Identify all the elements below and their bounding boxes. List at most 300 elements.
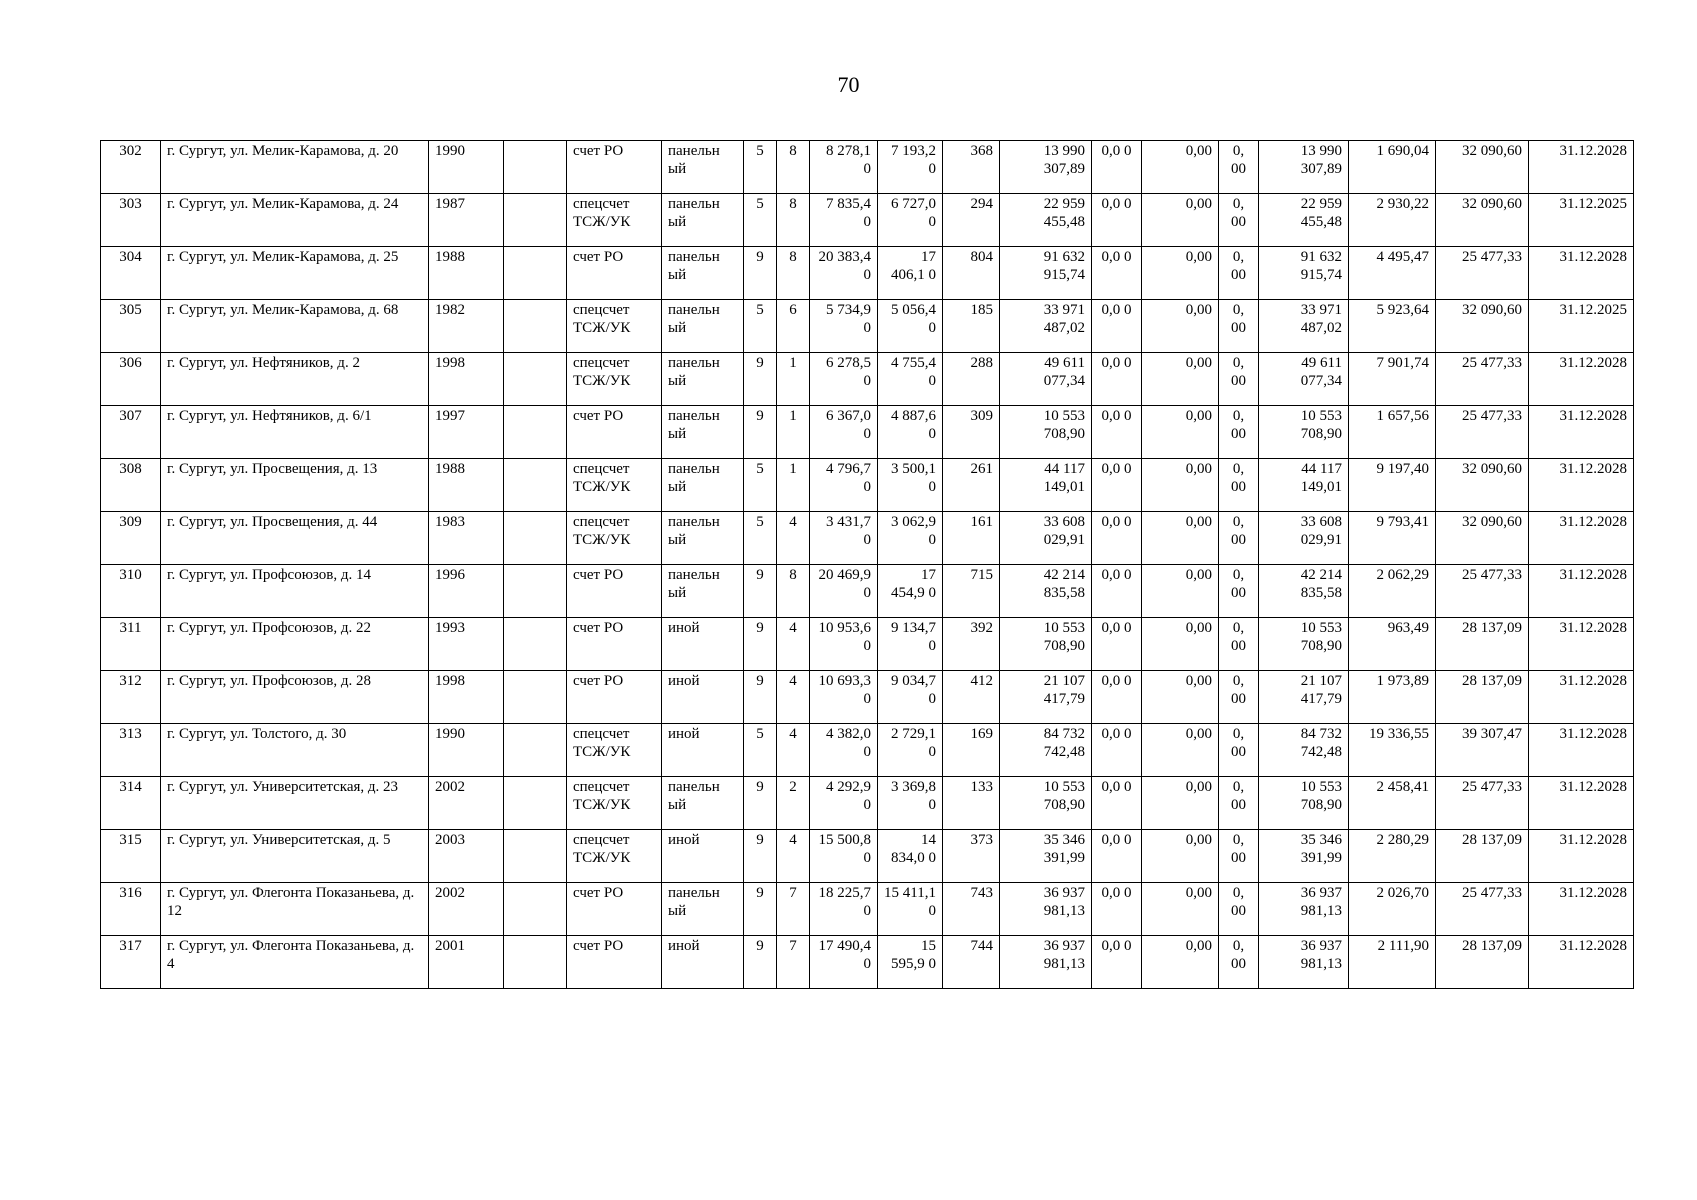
cost-limit-cell: 32 090,60 (1436, 512, 1529, 565)
fund-cell-1: 0,0 0 (1092, 565, 1142, 618)
fund-cell-1: 0,0 0 (1092, 459, 1142, 512)
residents-cell: 392 (943, 618, 1000, 671)
owners-funds-cell: 35 346 391,99 (1259, 830, 1349, 883)
total-cost-cell: 44 117 149,01 (1000, 459, 1092, 512)
year-cell: 1987 (429, 194, 504, 247)
residential-area-cell: 4 887,6 0 (878, 406, 943, 459)
total-area-cell: 17 490,4 0 (810, 936, 878, 989)
year-cell: 1990 (429, 724, 504, 777)
entrances-cell: 8 (777, 247, 810, 300)
residents-cell: 804 (943, 247, 1000, 300)
entrances-cell: 1 (777, 353, 810, 406)
address-cell: г. Сургут, ул. Нефтяников, д. 2 (161, 353, 429, 406)
fund-cell-2: 0,00 (1142, 618, 1219, 671)
year-cell: 1998 (429, 353, 504, 406)
total-cost-cell: 42 214 835,58 (1000, 565, 1092, 618)
account-type-cell: счет РО (567, 618, 662, 671)
fund-cell-2: 0,00 (1142, 406, 1219, 459)
fund-cell-3: 0, 00 (1219, 936, 1259, 989)
fund-cell-2: 0,00 (1142, 512, 1219, 565)
completion-date-cell: 31.12.2028 (1529, 141, 1634, 194)
total-area-cell: 4 292,9 0 (810, 777, 878, 830)
table-row (101, 883, 1634, 936)
address-cell: г. Сургут, ул. Мелик-Карамова, д. 68 (161, 300, 429, 353)
floors-cell: 9 (744, 830, 777, 883)
fund-cell-1: 0,0 0 (1092, 777, 1142, 830)
address-cell: г. Сургут, ул. Университетская, д. 5 (161, 830, 429, 883)
entrances-cell: 6 (777, 300, 810, 353)
residential-area-cell: 9 134,7 0 (878, 618, 943, 671)
account-type-cell: счет РО (567, 671, 662, 724)
empty-cell (504, 936, 567, 989)
row-number-cell: 315 (101, 830, 161, 883)
address-cell: г. Сургут, ул. Профсоюзов, д. 14 (161, 565, 429, 618)
completion-date-cell: 31.12.2028 (1529, 353, 1634, 406)
total-area-cell: 5 734,9 0 (810, 300, 878, 353)
page-number: 70 (837, 72, 860, 97)
total-area-cell: 6 367,0 0 (810, 406, 878, 459)
owners-funds-cell: 22 959 455,48 (1259, 194, 1349, 247)
owners-funds-cell: 91 632 915,74 (1259, 247, 1349, 300)
wall-material-cell: панельн ый (662, 300, 744, 353)
completion-date-cell: 31.12.2025 (1529, 194, 1634, 247)
completion-date-cell: 31.12.2028 (1529, 512, 1634, 565)
total-cost-cell: 10 553 708,90 (1000, 406, 1092, 459)
row-number-cell: 311 (101, 618, 161, 671)
residential-area-cell: 3 062,9 0 (878, 512, 943, 565)
cost-limit-cell: 25 477,33 (1436, 406, 1529, 459)
completion-date-cell: 31.12.2028 (1529, 936, 1634, 989)
completion-date-cell: 31.12.2028 (1529, 247, 1634, 300)
address-cell: г. Сургут, ул. Мелик-Карамова, д. 20 (161, 141, 429, 194)
fund-cell-3: 0, 00 (1219, 141, 1259, 194)
fund-cell-1: 0,0 0 (1092, 406, 1142, 459)
cost-per-m2-cell: 5 923,64 (1349, 300, 1436, 353)
account-type-cell: счет РО (567, 141, 662, 194)
row-number-cell: 310 (101, 565, 161, 618)
table-row (101, 671, 1634, 724)
cost-per-m2-cell: 2 458,41 (1349, 777, 1436, 830)
owners-funds-cell: 10 553 708,90 (1259, 406, 1349, 459)
total-cost-cell: 33 971 487,02 (1000, 300, 1092, 353)
fund-cell-1: 0,0 0 (1092, 830, 1142, 883)
cost-per-m2-cell: 963,49 (1349, 618, 1436, 671)
wall-material-cell: иной (662, 671, 744, 724)
total-cost-cell: 36 937 981,13 (1000, 936, 1092, 989)
total-cost-cell: 10 553 708,90 (1000, 777, 1092, 830)
table-row (101, 618, 1634, 671)
wall-material-cell: панельн ый (662, 141, 744, 194)
year-cell: 1993 (429, 618, 504, 671)
table-row (101, 512, 1634, 565)
account-type-cell: счет РО (567, 883, 662, 936)
total-cost-cell: 35 346 391,99 (1000, 830, 1092, 883)
fund-cell-2: 0,00 (1142, 724, 1219, 777)
cost-limit-cell: 28 137,09 (1436, 671, 1529, 724)
fund-cell-3: 0, 00 (1219, 883, 1259, 936)
wall-material-cell: панельн ый (662, 459, 744, 512)
floors-cell: 5 (744, 512, 777, 565)
fund-cell-3: 0, 00 (1219, 830, 1259, 883)
fund-cell-2: 0,00 (1142, 194, 1219, 247)
completion-date-cell: 31.12.2028 (1529, 406, 1634, 459)
owners-funds-cell: 33 971 487,02 (1259, 300, 1349, 353)
entrances-cell: 4 (777, 671, 810, 724)
residents-cell: 185 (943, 300, 1000, 353)
residential-area-cell: 14 834,0 0 (878, 830, 943, 883)
residents-cell: 309 (943, 406, 1000, 459)
entrances-cell: 1 (777, 459, 810, 512)
residents-cell: 373 (943, 830, 1000, 883)
fund-cell-1: 0,0 0 (1092, 618, 1142, 671)
entrances-cell: 7 (777, 883, 810, 936)
entrances-cell: 4 (777, 724, 810, 777)
entrances-cell: 4 (777, 830, 810, 883)
empty-cell (504, 194, 567, 247)
entrances-cell: 4 (777, 512, 810, 565)
total-area-cell: 20 469,9 0 (810, 565, 878, 618)
residential-area-cell: 3 500,1 0 (878, 459, 943, 512)
floors-cell: 9 (744, 618, 777, 671)
entrances-cell: 8 (777, 141, 810, 194)
fund-cell-3: 0, 00 (1219, 671, 1259, 724)
fund-cell-2: 0,00 (1142, 883, 1219, 936)
floors-cell: 5 (744, 300, 777, 353)
floors-cell: 5 (744, 194, 777, 247)
floors-cell: 5 (744, 141, 777, 194)
account-type-cell: спецсчет ТСЖ/УК (567, 353, 662, 406)
account-type-cell: спецсчет ТСЖ/УК (567, 830, 662, 883)
row-number-cell: 306 (101, 353, 161, 406)
wall-material-cell: панельн ый (662, 777, 744, 830)
year-cell: 1982 (429, 300, 504, 353)
year-cell: 1997 (429, 406, 504, 459)
account-type-cell: счет РО (567, 565, 662, 618)
table-row (101, 194, 1634, 247)
fund-cell-2: 0,00 (1142, 247, 1219, 300)
cost-limit-cell: 25 477,33 (1436, 883, 1529, 936)
fund-cell-2: 0,00 (1142, 300, 1219, 353)
wall-material-cell: панельн ый (662, 883, 744, 936)
table-row (101, 141, 1634, 194)
year-cell: 2002 (429, 777, 504, 830)
fund-cell-3: 0, 00 (1219, 353, 1259, 406)
owners-funds-cell: 10 553 708,90 (1259, 618, 1349, 671)
completion-date-cell: 31.12.2028 (1529, 618, 1634, 671)
residents-cell: 169 (943, 724, 1000, 777)
total-cost-cell: 33 608 029,91 (1000, 512, 1092, 565)
year-cell: 1998 (429, 671, 504, 724)
year-cell: 1990 (429, 141, 504, 194)
total-area-cell: 18 225,7 0 (810, 883, 878, 936)
address-cell: г. Сургут, ул. Просвещения, д. 44 (161, 512, 429, 565)
total-cost-cell: 91 632 915,74 (1000, 247, 1092, 300)
address-cell: г. Сургут, ул. Флегонта Показаньева, д. 12 (161, 883, 429, 936)
row-number-cell: 307 (101, 406, 161, 459)
residential-area-cell: 7 193,2 0 (878, 141, 943, 194)
residents-cell: 261 (943, 459, 1000, 512)
total-cost-cell: 10 553 708,90 (1000, 618, 1092, 671)
fund-cell-1: 0,0 0 (1092, 194, 1142, 247)
cost-limit-cell: 32 090,60 (1436, 194, 1529, 247)
residential-area-cell: 2 729,1 0 (878, 724, 943, 777)
account-type-cell: счет РО (567, 247, 662, 300)
cost-limit-cell: 25 477,33 (1436, 353, 1529, 406)
table-row (101, 459, 1634, 512)
fund-cell-3: 0, 00 (1219, 247, 1259, 300)
fund-cell-2: 0,00 (1142, 936, 1219, 989)
fund-cell-3: 0, 00 (1219, 777, 1259, 830)
address-cell: г. Сургут, ул. Толстого, д. 30 (161, 724, 429, 777)
floors-cell: 9 (744, 565, 777, 618)
year-cell: 1996 (429, 565, 504, 618)
cost-limit-cell: 28 137,09 (1436, 936, 1529, 989)
entrances-cell: 8 (777, 565, 810, 618)
empty-cell (504, 565, 567, 618)
residential-area-cell: 17 406,1 0 (878, 247, 943, 300)
row-number-cell: 305 (101, 300, 161, 353)
floors-cell: 5 (744, 459, 777, 512)
cost-per-m2-cell: 1 690,04 (1349, 141, 1436, 194)
residential-area-cell: 5 056,4 0 (878, 300, 943, 353)
total-area-cell: 10 953,6 0 (810, 618, 878, 671)
cost-per-m2-cell: 2 111,90 (1349, 936, 1436, 989)
fund-cell-3: 0, 00 (1219, 300, 1259, 353)
fund-cell-2: 0,00 (1142, 353, 1219, 406)
empty-cell (504, 830, 567, 883)
table-row (101, 777, 1634, 830)
cost-limit-cell: 25 477,33 (1436, 565, 1529, 618)
total-cost-cell: 22 959 455,48 (1000, 194, 1092, 247)
fund-cell-1: 0,0 0 (1092, 512, 1142, 565)
residential-area-cell: 15 595,9 0 (878, 936, 943, 989)
table-row (101, 247, 1634, 300)
account-type-cell: спецсчет ТСЖ/УК (567, 777, 662, 830)
total-area-cell: 15 500,8 0 (810, 830, 878, 883)
owners-funds-cell: 13 990 307,89 (1259, 141, 1349, 194)
fund-cell-1: 0,0 0 (1092, 353, 1142, 406)
row-number-cell: 317 (101, 936, 161, 989)
wall-material-cell: иной (662, 724, 744, 777)
cost-limit-cell: 32 090,60 (1436, 141, 1529, 194)
wall-material-cell: панельн ый (662, 247, 744, 300)
floors-cell: 5 (744, 724, 777, 777)
row-number-cell: 316 (101, 883, 161, 936)
floors-cell: 9 (744, 353, 777, 406)
table-row (101, 565, 1634, 618)
total-area-cell: 7 835,4 0 (810, 194, 878, 247)
empty-cell (504, 883, 567, 936)
cost-limit-cell: 39 307,47 (1436, 724, 1529, 777)
owners-funds-cell: 44 117 149,01 (1259, 459, 1349, 512)
owners-funds-cell: 21 107 417,79 (1259, 671, 1349, 724)
fund-cell-3: 0, 00 (1219, 406, 1259, 459)
row-number-cell: 302 (101, 141, 161, 194)
fund-cell-3: 0, 00 (1219, 724, 1259, 777)
cost-per-m2-cell: 2 026,70 (1349, 883, 1436, 936)
address-cell: г. Сургут, ул. Профсоюзов, д. 28 (161, 671, 429, 724)
entrances-cell: 7 (777, 936, 810, 989)
table-row (101, 406, 1634, 459)
address-cell: г. Сургут, ул. Нефтяников, д. 6/1 (161, 406, 429, 459)
residents-cell: 743 (943, 883, 1000, 936)
owners-funds-cell: 36 937 981,13 (1259, 936, 1349, 989)
fund-cell-3: 0, 00 (1219, 459, 1259, 512)
completion-date-cell: 31.12.2028 (1529, 830, 1634, 883)
fund-cell-3: 0, 00 (1219, 618, 1259, 671)
year-cell: 2001 (429, 936, 504, 989)
owners-funds-cell: 84 732 742,48 (1259, 724, 1349, 777)
residential-area-cell: 6 727,0 0 (878, 194, 943, 247)
table-row (101, 936, 1634, 989)
fund-cell-1: 0,0 0 (1092, 724, 1142, 777)
row-number-cell: 312 (101, 671, 161, 724)
floors-cell: 9 (744, 936, 777, 989)
total-cost-cell: 21 107 417,79 (1000, 671, 1092, 724)
total-area-cell: 8 278,1 0 (810, 141, 878, 194)
residents-cell: 744 (943, 936, 1000, 989)
floors-cell: 9 (744, 777, 777, 830)
row-number-cell: 314 (101, 777, 161, 830)
empty-cell (504, 724, 567, 777)
wall-material-cell: иной (662, 618, 744, 671)
fund-cell-3: 0, 00 (1219, 194, 1259, 247)
table-row (101, 300, 1634, 353)
owners-funds-cell: 10 553 708,90 (1259, 777, 1349, 830)
cost-per-m2-cell: 2 062,29 (1349, 565, 1436, 618)
empty-cell (504, 406, 567, 459)
year-cell: 2003 (429, 830, 504, 883)
cost-limit-cell: 28 137,09 (1436, 618, 1529, 671)
fund-cell-2: 0,00 (1142, 459, 1219, 512)
empty-cell (504, 459, 567, 512)
fund-cell-1: 0,0 0 (1092, 671, 1142, 724)
residents-cell: 368 (943, 141, 1000, 194)
completion-date-cell: 31.12.2028 (1529, 724, 1634, 777)
cost-limit-cell: 28 137,09 (1436, 830, 1529, 883)
empty-cell (504, 512, 567, 565)
year-cell: 1983 (429, 512, 504, 565)
entrances-cell: 4 (777, 618, 810, 671)
empty-cell (504, 300, 567, 353)
account-type-cell: спецсчет ТСЖ/УК (567, 724, 662, 777)
floors-cell: 9 (744, 671, 777, 724)
cost-per-m2-cell: 1 657,56 (1349, 406, 1436, 459)
residents-cell: 715 (943, 565, 1000, 618)
table-row (101, 353, 1634, 406)
total-area-cell: 6 278,5 0 (810, 353, 878, 406)
floors-cell: 9 (744, 406, 777, 459)
fund-cell-1: 0,0 0 (1092, 300, 1142, 353)
residents-cell: 133 (943, 777, 1000, 830)
residents-cell: 288 (943, 353, 1000, 406)
completion-date-cell: 31.12.2028 (1529, 883, 1634, 936)
completion-date-cell: 31.12.2025 (1529, 300, 1634, 353)
empty-cell (504, 141, 567, 194)
address-cell: г. Сургут, ул. Мелик-Карамова, д. 25 (161, 247, 429, 300)
wall-material-cell: панельн ый (662, 353, 744, 406)
entrances-cell: 8 (777, 194, 810, 247)
row-number-cell: 308 (101, 459, 161, 512)
floors-cell: 9 (744, 247, 777, 300)
residential-area-cell: 17 454,9 0 (878, 565, 943, 618)
wall-material-cell: панельн ый (662, 194, 744, 247)
completion-date-cell: 31.12.2028 (1529, 777, 1634, 830)
cost-limit-cell: 32 090,60 (1436, 300, 1529, 353)
total-cost-cell: 36 937 981,13 (1000, 883, 1092, 936)
cost-per-m2-cell: 2 280,29 (1349, 830, 1436, 883)
owners-funds-cell: 36 937 981,13 (1259, 883, 1349, 936)
cost-per-m2-cell: 19 336,55 (1349, 724, 1436, 777)
fund-cell-1: 0,0 0 (1092, 141, 1142, 194)
table-row (101, 724, 1634, 777)
fund-cell-3: 0, 00 (1219, 512, 1259, 565)
cost-per-m2-cell: 9 793,41 (1349, 512, 1436, 565)
empty-cell (504, 777, 567, 830)
address-cell: г. Сургут, ул. Профсоюзов, д. 22 (161, 618, 429, 671)
total-area-cell: 20 383,4 0 (810, 247, 878, 300)
fund-cell-3: 0, 00 (1219, 565, 1259, 618)
total-area-cell: 4 796,7 0 (810, 459, 878, 512)
cost-per-m2-cell: 7 901,74 (1349, 353, 1436, 406)
account-type-cell: спецсчет ТСЖ/УК (567, 194, 662, 247)
residential-area-cell: 3 369,8 0 (878, 777, 943, 830)
account-type-cell: спецсчет ТСЖ/УК (567, 512, 662, 565)
empty-cell (504, 618, 567, 671)
row-number-cell: 304 (101, 247, 161, 300)
total-area-cell: 10 693,3 0 (810, 671, 878, 724)
wall-material-cell: панельн ый (662, 565, 744, 618)
completion-date-cell: 31.12.2028 (1529, 671, 1634, 724)
fund-cell-2: 0,00 (1142, 141, 1219, 194)
empty-cell (504, 247, 567, 300)
fund-cell-2: 0,00 (1142, 565, 1219, 618)
cost-per-m2-cell: 1 973,89 (1349, 671, 1436, 724)
owners-funds-cell: 42 214 835,58 (1259, 565, 1349, 618)
residential-area-cell: 9 034,7 0 (878, 671, 943, 724)
total-cost-cell: 84 732 742,48 (1000, 724, 1092, 777)
fund-cell-2: 0,00 (1142, 671, 1219, 724)
row-number-cell: 309 (101, 512, 161, 565)
year-cell: 2002 (429, 883, 504, 936)
fund-cell-1: 0,0 0 (1092, 936, 1142, 989)
wall-material-cell: иной (662, 936, 744, 989)
completion-date-cell: 31.12.2028 (1529, 459, 1634, 512)
wall-material-cell: панельн ый (662, 406, 744, 459)
address-cell: г. Сургут, ул. Мелик-Карамова, д. 24 (161, 194, 429, 247)
owners-funds-cell: 49 611 077,34 (1259, 353, 1349, 406)
cost-limit-cell: 25 477,33 (1436, 777, 1529, 830)
address-cell: г. Сургут, ул. Флегонта Показаньева, д. 4 (161, 936, 429, 989)
fund-cell-2: 0,00 (1142, 830, 1219, 883)
account-type-cell: счет РО (567, 936, 662, 989)
entrances-cell: 1 (777, 406, 810, 459)
cost-limit-cell: 25 477,33 (1436, 247, 1529, 300)
entrances-cell: 2 (777, 777, 810, 830)
account-type-cell: спецсчет ТСЖ/УК (567, 300, 662, 353)
row-number-cell: 303 (101, 194, 161, 247)
year-cell: 1988 (429, 247, 504, 300)
fund-cell-1: 0,0 0 (1092, 247, 1142, 300)
fund-cell-2: 0,00 (1142, 777, 1219, 830)
floors-cell: 9 (744, 883, 777, 936)
account-type-cell: счет РО (567, 406, 662, 459)
completion-date-cell: 31.12.2028 (1529, 565, 1634, 618)
address-cell: г. Сургут, ул. Просвещения, д. 13 (161, 459, 429, 512)
table-row (101, 830, 1634, 883)
wall-material-cell: иной (662, 830, 744, 883)
fund-cell-1: 0,0 0 (1092, 883, 1142, 936)
